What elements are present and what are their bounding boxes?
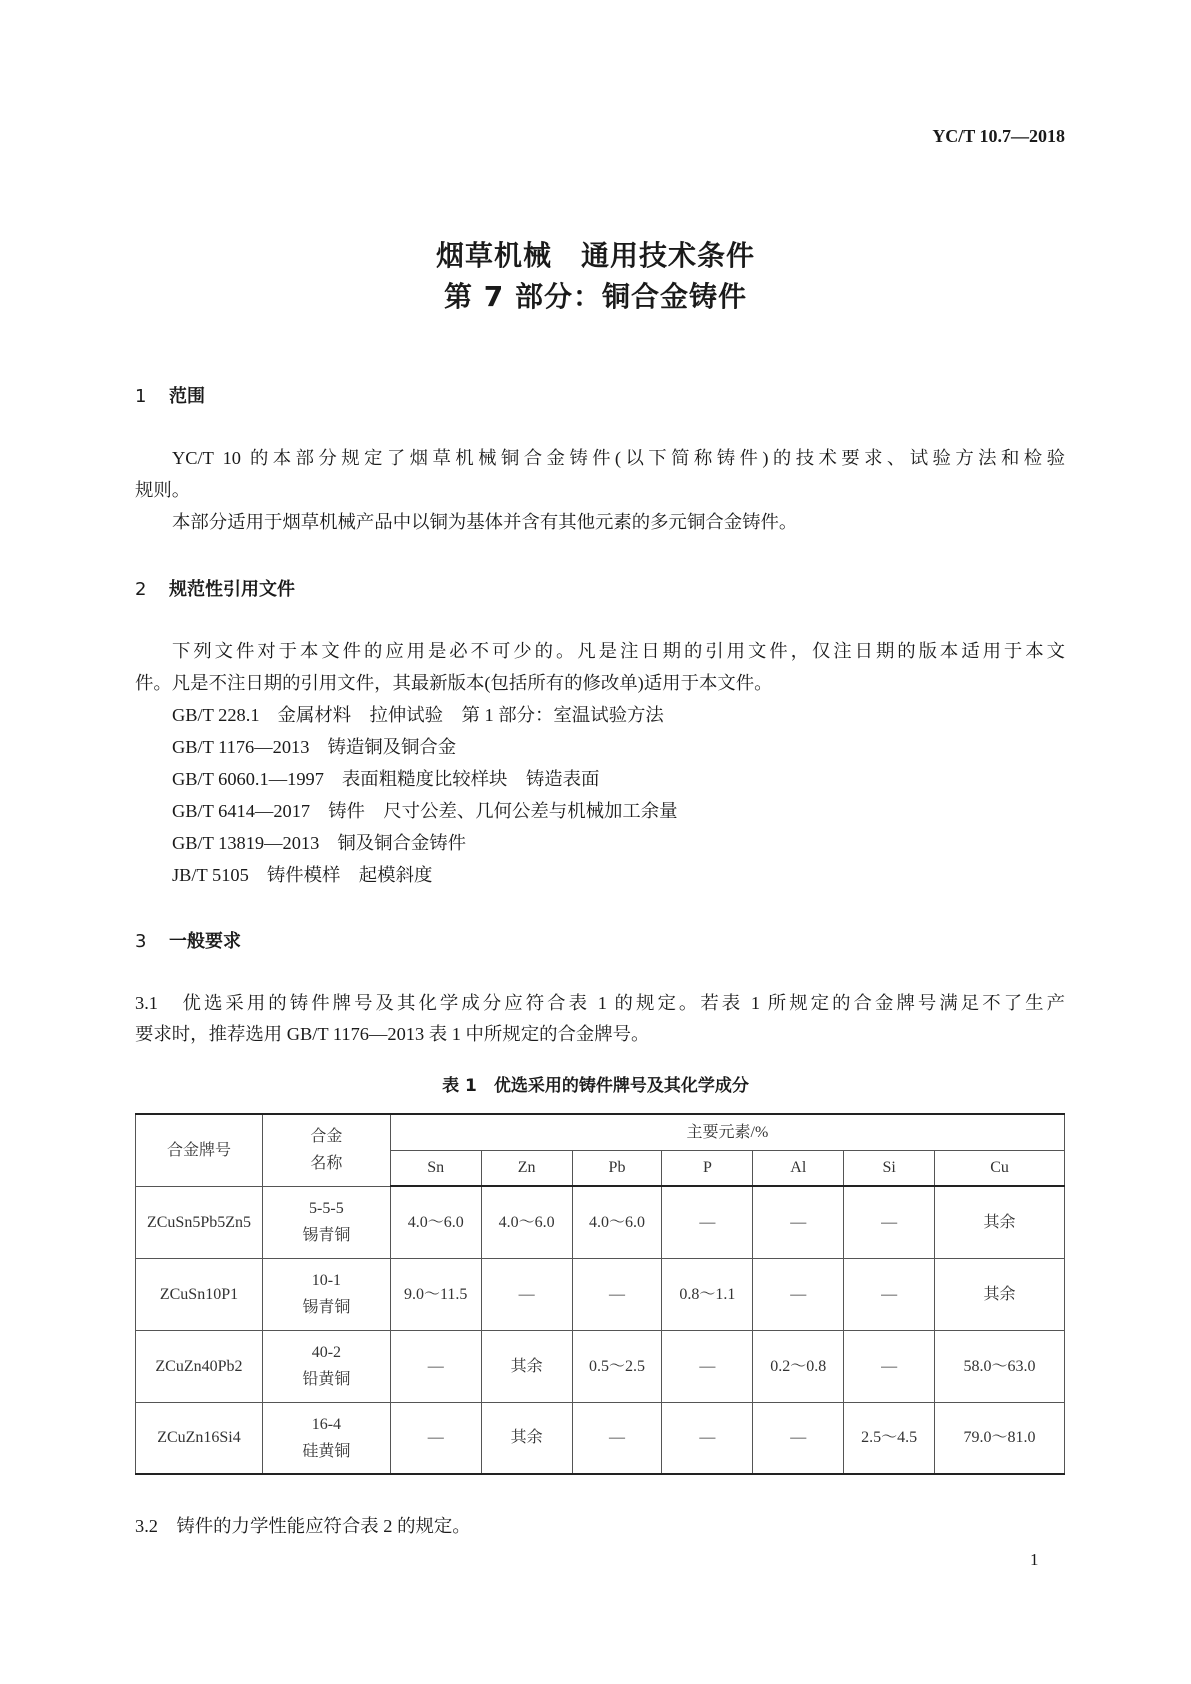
cell-value: 9.0～11.5 [390, 1258, 481, 1330]
cell-grade: ZCuSn5Pb5Zn5 [136, 1186, 263, 1258]
reference-item: GB/T 13819—2013 铜及铜合金铸件 [172, 833, 467, 853]
header-element-si: Si [844, 1150, 935, 1186]
header-name: 合金 名称 [262, 1114, 390, 1186]
reference-item: GB/T 1176—2013 铸造铜及铜合金 [172, 737, 457, 757]
reference-item: JB/T 5105 铸件模样 起模斜度 [172, 865, 433, 885]
cell-value: — [662, 1402, 753, 1474]
table-row [136, 1330, 1065, 1402]
cell-value: — [572, 1258, 662, 1330]
cell-grade: ZCuSn10P1 [136, 1258, 263, 1330]
reference-item: GB/T 6414—2017 铸件 尺寸公差、几何公差与机械加工余量 [172, 801, 678, 821]
cell-value: 0.2～0.8 [753, 1330, 844, 1402]
table-row [136, 1402, 1065, 1474]
cell-name: 10-1 锡青铜 [262, 1258, 390, 1330]
cell-value: 4.0～6.0 [481, 1186, 572, 1258]
cell-value: 79.0～81.0 [935, 1402, 1065, 1474]
cell-grade: ZCuZn40Pb2 [136, 1330, 263, 1402]
table-row [136, 1258, 1065, 1330]
cell-value: 58.0～63.0 [935, 1330, 1065, 1402]
table-1 [135, 1113, 1065, 1475]
section-2-heading: 2 规范性引用文件 [135, 579, 295, 600]
cell-value: 0.5～2.5 [572, 1330, 662, 1402]
doc-title-line2: 第 7 部分：铜合金铸件 [444, 280, 747, 313]
cell-value: — [844, 1258, 935, 1330]
header-element-sn: Sn [390, 1150, 481, 1186]
header-element-pb: Pb [572, 1150, 662, 1186]
clause-3-2: 3.2 铸件的力学性能应符合表 2 的规定。 [135, 1516, 471, 1536]
cell-value: — [753, 1186, 844, 1258]
header-element-zn: Zn [481, 1150, 572, 1186]
cell-value: 4.0～6.0 [572, 1186, 662, 1258]
cell-value: 其余 [935, 1186, 1065, 1258]
doc-title-line1: 烟草机械 通用技术条件 [435, 239, 755, 272]
clause-3-1-line1: 3.1 优选采用的铸件牌号及其化学成分应符合表 1 的规定。若表 1 所规定的合金牌号满足不了生产 [135, 993, 1065, 1013]
section-1-heading: 1 范围 [135, 386, 205, 407]
section-2-para-line1: 下列文件对于本文件的应用是必不可少的。凡是注日期的引用文件，仅注日期的版本适用于本文 [172, 641, 1065, 661]
table-row [136, 1186, 1065, 1258]
table-1-caption: 表 1 优选采用的铸件牌号及其化学成分 [442, 1076, 749, 1096]
cell-value: — [662, 1186, 753, 1258]
cell-value: — [390, 1330, 481, 1402]
standard-number: YC/T 10.7—2018 [932, 126, 1065, 146]
section-1-para1-line2: 规则。 [135, 480, 191, 500]
cell-value: — [662, 1330, 753, 1402]
cell-value: 其余 [481, 1330, 572, 1402]
cell-grade: ZCuZn16Si4 [136, 1402, 263, 1474]
cell-value: — [753, 1402, 844, 1474]
cell-value: — [572, 1402, 662, 1474]
cell-name: 5-5-5 锡青铜 [262, 1186, 390, 1258]
section-1-para2: 本部分适用于烟草机械产品中以铜为基体并含有其他元素的多元铜合金铸件。 [172, 512, 798, 532]
cell-value: 2.5～4.5 [844, 1402, 935, 1474]
cell-value: — [753, 1258, 844, 1330]
cell-value: 其余 [935, 1258, 1065, 1330]
page-number: 1 [1030, 1550, 1039, 1569]
header-element-al: Al [753, 1150, 844, 1186]
section-3-heading: 3 一般要求 [135, 931, 241, 952]
cell-value: — [844, 1330, 935, 1402]
reference-item: GB/T 228.1 金属材料 拉伸试验 第 1 部分：室温试验方法 [172, 705, 664, 725]
clause-3-1-line2: 要求时，推荐选用 GB/T 1176—2013 表 1 中所规定的合金牌号。 [135, 1024, 650, 1044]
header-grade: 合金牌号 [136, 1114, 263, 1186]
cell-value: 其余 [481, 1402, 572, 1474]
header-element-cu: Cu [935, 1150, 1065, 1186]
header-elements: 主要元素/% [390, 1114, 1064, 1150]
reference-item: GB/T 6060.1—1997 表面粗糙度比较样块 铸造表面 [172, 769, 600, 789]
cell-value: 4.0～6.0 [390, 1186, 481, 1258]
cell-value: — [390, 1402, 481, 1474]
section-1-para1-line1: YC/T 10 的本部分规定了烟草机械铜合金铸件(以下简称铸件)的技术要求、试验方法和检验 [172, 448, 1065, 468]
section-2-para-line2: 件。凡是不注日期的引用文件，其最新版本(包括所有的修改单)适用于本文件。 [135, 673, 773, 693]
cell-name: 16-4 硅黄铜 [262, 1402, 390, 1474]
cell-value: — [844, 1186, 935, 1258]
cell-value: — [481, 1258, 572, 1330]
header-element-p: P [662, 1150, 753, 1186]
cell-value: 0.8～1.1 [662, 1258, 753, 1330]
cell-name: 40-2 铅黄铜 [262, 1330, 390, 1402]
